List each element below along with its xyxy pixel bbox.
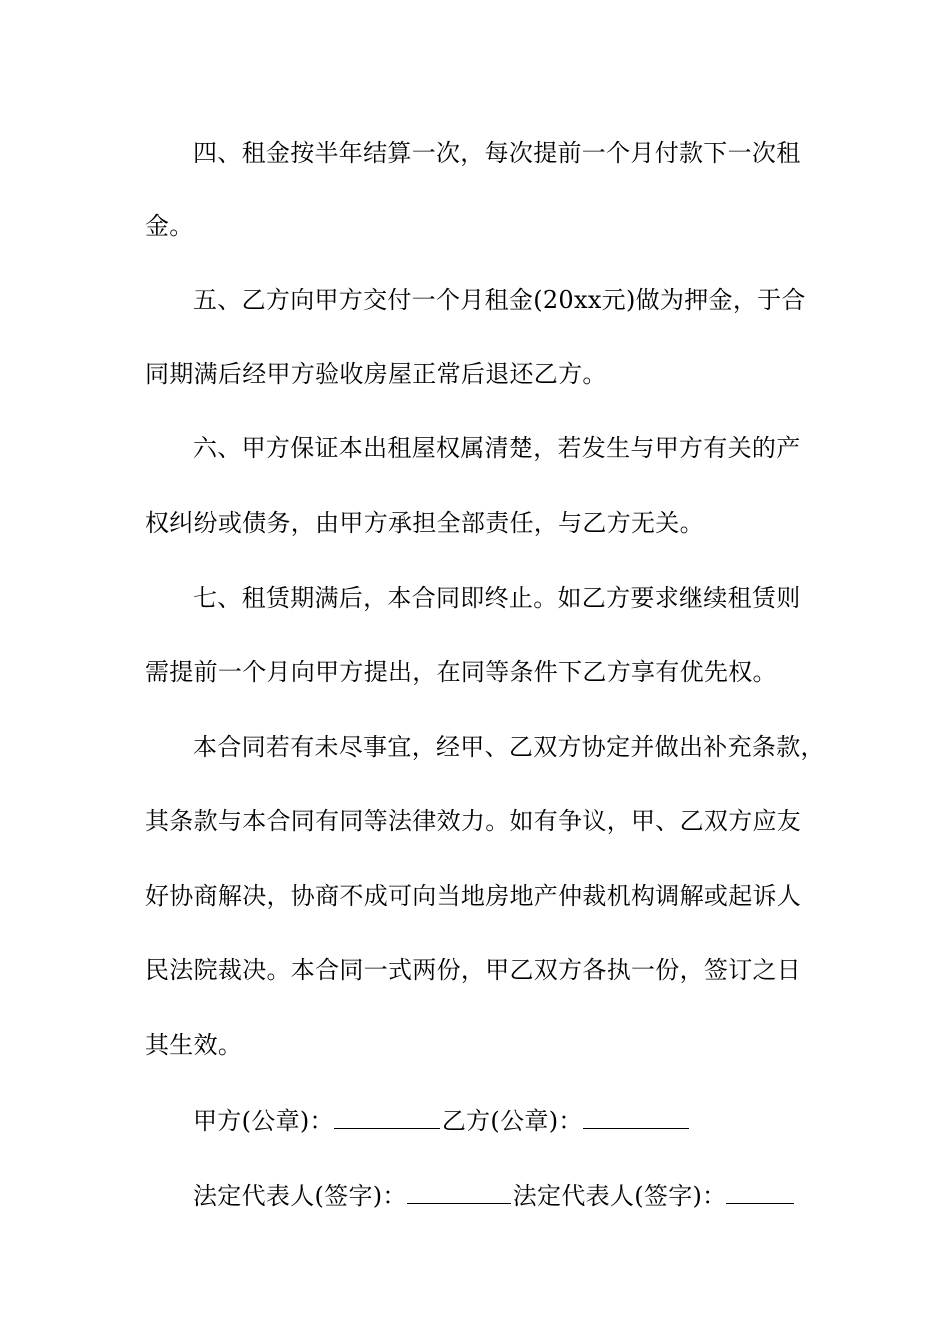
- party-a-seal-label: 甲方(公章)：: [193, 1107, 334, 1135]
- clause-7-line-1: 七、租赁期满后，本合同即终止。如乙方要求继续租赁则: [193, 584, 801, 612]
- legal-rep-a-blank[interactable]: [407, 1181, 511, 1204]
- party-b-seal-blank[interactable]: [583, 1106, 689, 1129]
- clause-5-line-2: 同期满后经甲方验收房屋正常后退还乙方。: [145, 360, 607, 388]
- clause-4-line-1: 四、租金按半年结算一次，每次提前一个月付款下一次租: [193, 139, 801, 167]
- party-b-seal-label: 乙方(公章)：: [441, 1107, 583, 1135]
- clause-6-line-1: 六、甲方保证本出租屋权属清楚，若发生与甲方有关的产: [193, 434, 801, 462]
- clause-6-line-2: 权纠纷或债务，由甲方承担全部责任，与乙方无关。: [145, 509, 704, 537]
- supplement-line-3: 好协商解决，协商不成可向当地房地产仲裁机构调解或起诉人: [145, 882, 802, 910]
- legal-rep-b-label: 法定代表人(签字)：: [512, 1182, 727, 1210]
- clause-5-line-1: 五、乙方向甲方交付一个月租金(20xx元)做为押金，于合: [193, 286, 806, 314]
- seal-row: [193, 1106, 863, 1136]
- supplement-line-5: 其生效。: [145, 1031, 243, 1059]
- legal-rep-b-blank[interactable]: [726, 1181, 794, 1204]
- party-a-seal-blank[interactable]: [334, 1106, 440, 1129]
- supplement-line-4: 民法院裁决。本合同一式两份，甲乙双方各执一份，签订之日: [145, 956, 802, 984]
- legal-rep-a-label: 法定代表人(签字)：: [193, 1182, 407, 1210]
- supplement-line-2: 其条款与本合同有同等法律效力。如有争议，甲、乙双方应友: [145, 807, 802, 835]
- signature-row: [193, 1181, 863, 1211]
- clause-4-line-2: 金。: [145, 212, 194, 240]
- supplement-line-1: 本合同若有未尽事宜，经甲、乙双方协定并做出补充条款，: [193, 733, 825, 761]
- clause-7-line-2: 需提前一个月向甲方提出，在同等条件下乙方享有优先权。: [145, 658, 777, 686]
